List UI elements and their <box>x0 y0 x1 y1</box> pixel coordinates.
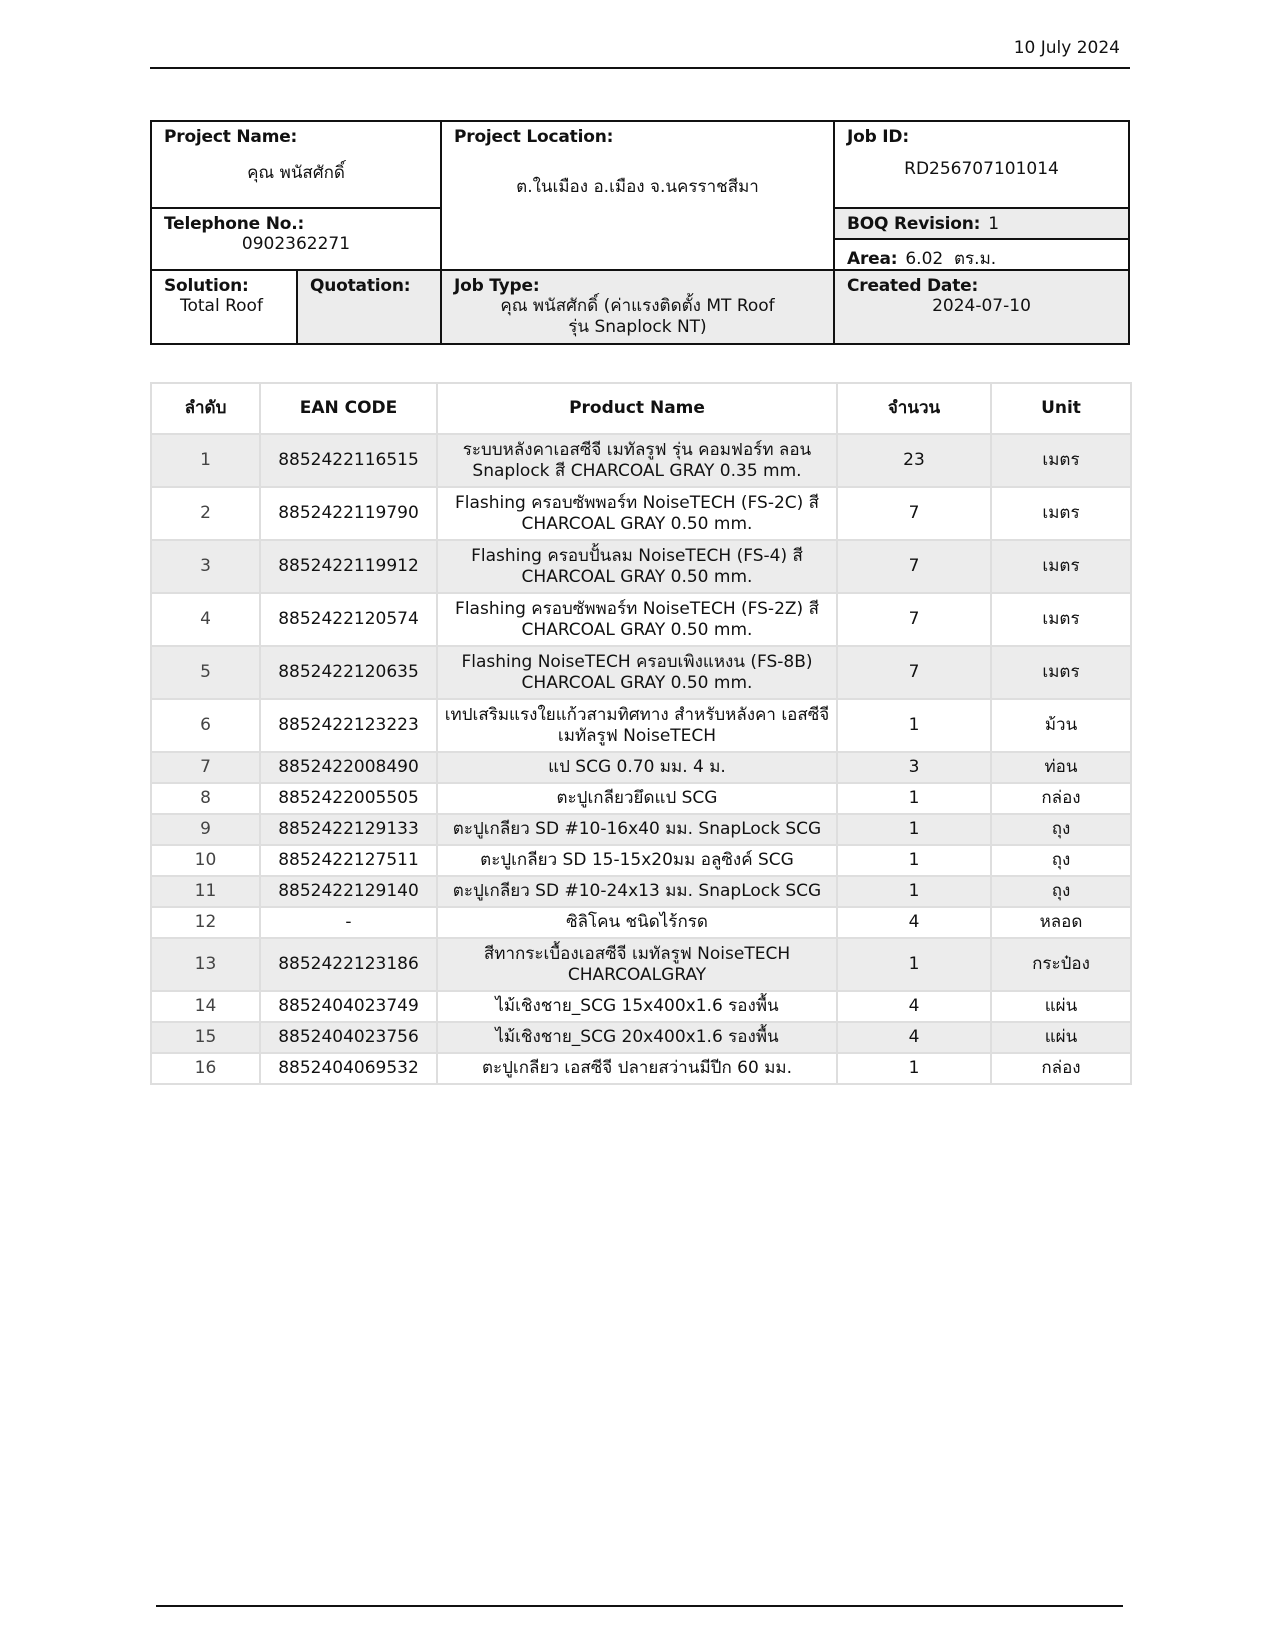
quotation-label: Quotation: <box>310 276 411 296</box>
unit: ถุง <box>991 876 1131 907</box>
header-unit: Unit <box>991 383 1131 434</box>
quantity: 4 <box>837 1022 991 1053</box>
ean-code: 8852422129140 <box>260 876 437 907</box>
quantity: 1 <box>837 876 991 907</box>
unit: ม้วน <box>991 699 1131 752</box>
product-name: เทปเสริมแรงใยแก้วสามทิศทาง สำหรับหลังคา เอสซีจี เมทัลรูฟ NoiseTECH <box>437 699 837 752</box>
boq-items-table <box>150 382 1132 1085</box>
created-date-value: 2024-07-10 <box>932 296 1031 316</box>
product-name: ระบบหลังคาเอสซีจี เมทัลรูฟ รุ่น คอมฟอร์ท ลอน Snaplock สี CHARCOAL GRAY 0.35 mm. <box>437 434 837 487</box>
solution-cell <box>152 271 298 343</box>
ean-code: 8852422120635 <box>260 646 437 699</box>
unit: ท่อน <box>991 752 1131 783</box>
ean-code: 8852422119912 <box>260 540 437 593</box>
ean-code: 8852422005505 <box>260 783 437 814</box>
ean-code: 8852422008490 <box>260 752 437 783</box>
project-location-label: Project Location: <box>454 127 614 147</box>
created-date-label: Created Date: <box>847 276 979 296</box>
table-row <box>151 752 1131 783</box>
solution-value: Total Roof <box>180 296 263 316</box>
ean-code: 8852422123223 <box>260 699 437 752</box>
unit: หลอด <box>991 907 1131 938</box>
ean-code: 8852422119790 <box>260 487 437 540</box>
telephone-label: Telephone No.: <box>164 214 305 234</box>
quantity: 1 <box>837 938 991 991</box>
table-row <box>151 1053 1131 1084</box>
header-qty: จำนวน <box>837 383 991 434</box>
document-date: 10 July 2024 <box>1013 38 1120 58</box>
unit: เมตร <box>991 487 1131 540</box>
unit: เมตร <box>991 646 1131 699</box>
table-row <box>151 845 1131 876</box>
quantity: 1 <box>837 783 991 814</box>
table-row <box>151 991 1131 1022</box>
table-row <box>151 699 1131 752</box>
ean-code: 8852422127511 <box>260 845 437 876</box>
product-name: ตะปูเกลียว เอสซีจี ปลายสว่านมีปีก 60 มม. <box>437 1053 837 1084</box>
unit: เมตร <box>991 593 1131 646</box>
quantity: 1 <box>837 845 991 876</box>
footer-rule <box>156 1605 1123 1607</box>
header-seq: ลำดับ <box>151 383 260 434</box>
boq-revision-value: 1 <box>988 214 1000 234</box>
row-number: 3 <box>151 540 260 593</box>
job-id-label: Job ID: <box>847 127 909 147</box>
table-body <box>151 434 1131 1084</box>
row-number: 4 <box>151 593 260 646</box>
area-cell <box>835 240 1128 271</box>
quantity: 23 <box>837 434 991 487</box>
product-name: ตะปูเกลียว SD 15-15x20มม อลูซิงค์ SCG <box>437 845 837 876</box>
table-row <box>151 938 1131 991</box>
created-date-cell <box>835 271 1128 343</box>
job-id-cell <box>835 122 1128 209</box>
row-number: 10 <box>151 845 260 876</box>
unit: กล่อง <box>991 1053 1131 1084</box>
row-number: 15 <box>151 1022 260 1053</box>
quantity: 3 <box>837 752 991 783</box>
quantity: 4 <box>837 907 991 938</box>
boq-revision-cell <box>835 209 1128 240</box>
table-row <box>151 434 1131 487</box>
telephone-value: 0902362271 <box>241 234 351 254</box>
telephone-cell <box>152 209 442 271</box>
quotation-cell <box>298 271 442 343</box>
area-value: 6.02 ตร.ม. <box>905 249 997 269</box>
product-name: Flashing ครอบซัพพอร์ท NoiseTECH (FS-2C) สี CHARCOAL GRAY 0.50 mm. <box>437 487 837 540</box>
unit: ถุง <box>991 814 1131 845</box>
row-number: 9 <box>151 814 260 845</box>
row-number: 1 <box>151 434 260 487</box>
header-product: Product Name <box>437 383 837 434</box>
unit: เมตร <box>991 434 1131 487</box>
ean-code: - <box>260 907 437 938</box>
project-name-cell <box>152 122 442 209</box>
product-name: ซิลิโคน ชนิดไร้กรด <box>437 907 837 938</box>
ean-code: 8852404023756 <box>260 1022 437 1053</box>
unit: แผ่น <box>991 991 1131 1022</box>
row-number: 13 <box>151 938 260 991</box>
row-number: 6 <box>151 699 260 752</box>
solution-label: Solution: <box>164 276 249 296</box>
row-number: 5 <box>151 646 260 699</box>
project-name-value: คุณ พนัสศักดิ์ <box>247 163 345 183</box>
unit: กระป๋อง <box>991 938 1131 991</box>
table-row <box>151 783 1131 814</box>
ean-code: 8852404069532 <box>260 1053 437 1084</box>
area-label: Area: <box>847 249 898 269</box>
row-number: 2 <box>151 487 260 540</box>
table-header-row <box>151 383 1131 434</box>
boq-revision-label: BOQ Revision: <box>847 214 981 234</box>
row-number: 11 <box>151 876 260 907</box>
table-row <box>151 907 1131 938</box>
quantity: 1 <box>837 1053 991 1084</box>
quantity: 7 <box>837 540 991 593</box>
row-number: 7 <box>151 752 260 783</box>
unit: เมตร <box>991 540 1131 593</box>
table-row <box>151 814 1131 845</box>
table-row <box>151 540 1131 593</box>
table-row <box>151 876 1131 907</box>
table-row <box>151 593 1131 646</box>
unit: ถุง <box>991 845 1131 876</box>
product-name: Flashing ครอบปั้นลม NoiseTECH (FS-4) สี CHARCOAL GRAY 0.50 mm. <box>437 540 837 593</box>
job-id-value: RD256707101014 <box>904 159 1059 179</box>
project-location-value: ต.ในเมือง อ.เมือง จ.นครราชสีมา <box>516 177 759 197</box>
quantity: 7 <box>837 646 991 699</box>
project-info-table <box>150 120 1130 345</box>
job-type-value: คุณ พนัสศักดิ์ (ค่าแรงติดตั้ง MT Roof รุ่น Snaplock NT) <box>500 296 775 337</box>
product-name: ตะปูเกลียว SD #10-16x40 มม. SnapLock SCG <box>437 814 837 845</box>
project-name-label: Project Name: <box>164 127 298 147</box>
job-type-label: Job Type: <box>454 276 540 296</box>
header-ean: EAN CODE <box>260 383 437 434</box>
project-location-cell <box>442 122 835 271</box>
product-name: แป SCG 0.70 มม. 4 ม. <box>437 752 837 783</box>
product-name: Flashing ครอบซัพพอร์ท NoiseTECH (FS-2Z) สี CHARCOAL GRAY 0.50 mm. <box>437 593 837 646</box>
quantity: 1 <box>837 814 991 845</box>
quantity: 1 <box>837 699 991 752</box>
row-number: 14 <box>151 991 260 1022</box>
product-name: ไม้เชิงชาย_SCG 15x400x1.6 รองพื้น <box>437 991 837 1022</box>
ean-code: 8852422123186 <box>260 938 437 991</box>
quantity: 4 <box>837 991 991 1022</box>
table-row <box>151 487 1131 540</box>
ean-code: 8852422116515 <box>260 434 437 487</box>
job-type-cell <box>442 271 835 343</box>
ean-code: 8852404023749 <box>260 991 437 1022</box>
table-row <box>151 1022 1131 1053</box>
unit: แผ่น <box>991 1022 1131 1053</box>
row-number: 16 <box>151 1053 260 1084</box>
table-row <box>151 646 1131 699</box>
product-name: ตะปูเกลียว SD #10-24x13 มม. SnapLock SCG <box>437 876 837 907</box>
ean-code: 8852422120574 <box>260 593 437 646</box>
ean-code: 8852422129133 <box>260 814 437 845</box>
product-name: Flashing NoiseTECH ครอบเพิงแหงน (FS-8B) CHARCOAL GRAY 0.50 mm. <box>437 646 837 699</box>
row-number: 12 <box>151 907 260 938</box>
header-rule <box>150 67 1130 69</box>
product-name: ไม้เชิงชาย_SCG 20x400x1.6 รองพื้น <box>437 1022 837 1053</box>
quantity: 7 <box>837 487 991 540</box>
quantity: 7 <box>837 593 991 646</box>
unit: กล่อง <box>991 783 1131 814</box>
product-name: ตะปูเกลียวยึดแป SCG <box>437 783 837 814</box>
row-number: 8 <box>151 783 260 814</box>
product-name: สีทากระเบื้องเอสซีจี เมทัลรูฟ NoiseTECH CHARCOALGRAY <box>437 938 837 991</box>
